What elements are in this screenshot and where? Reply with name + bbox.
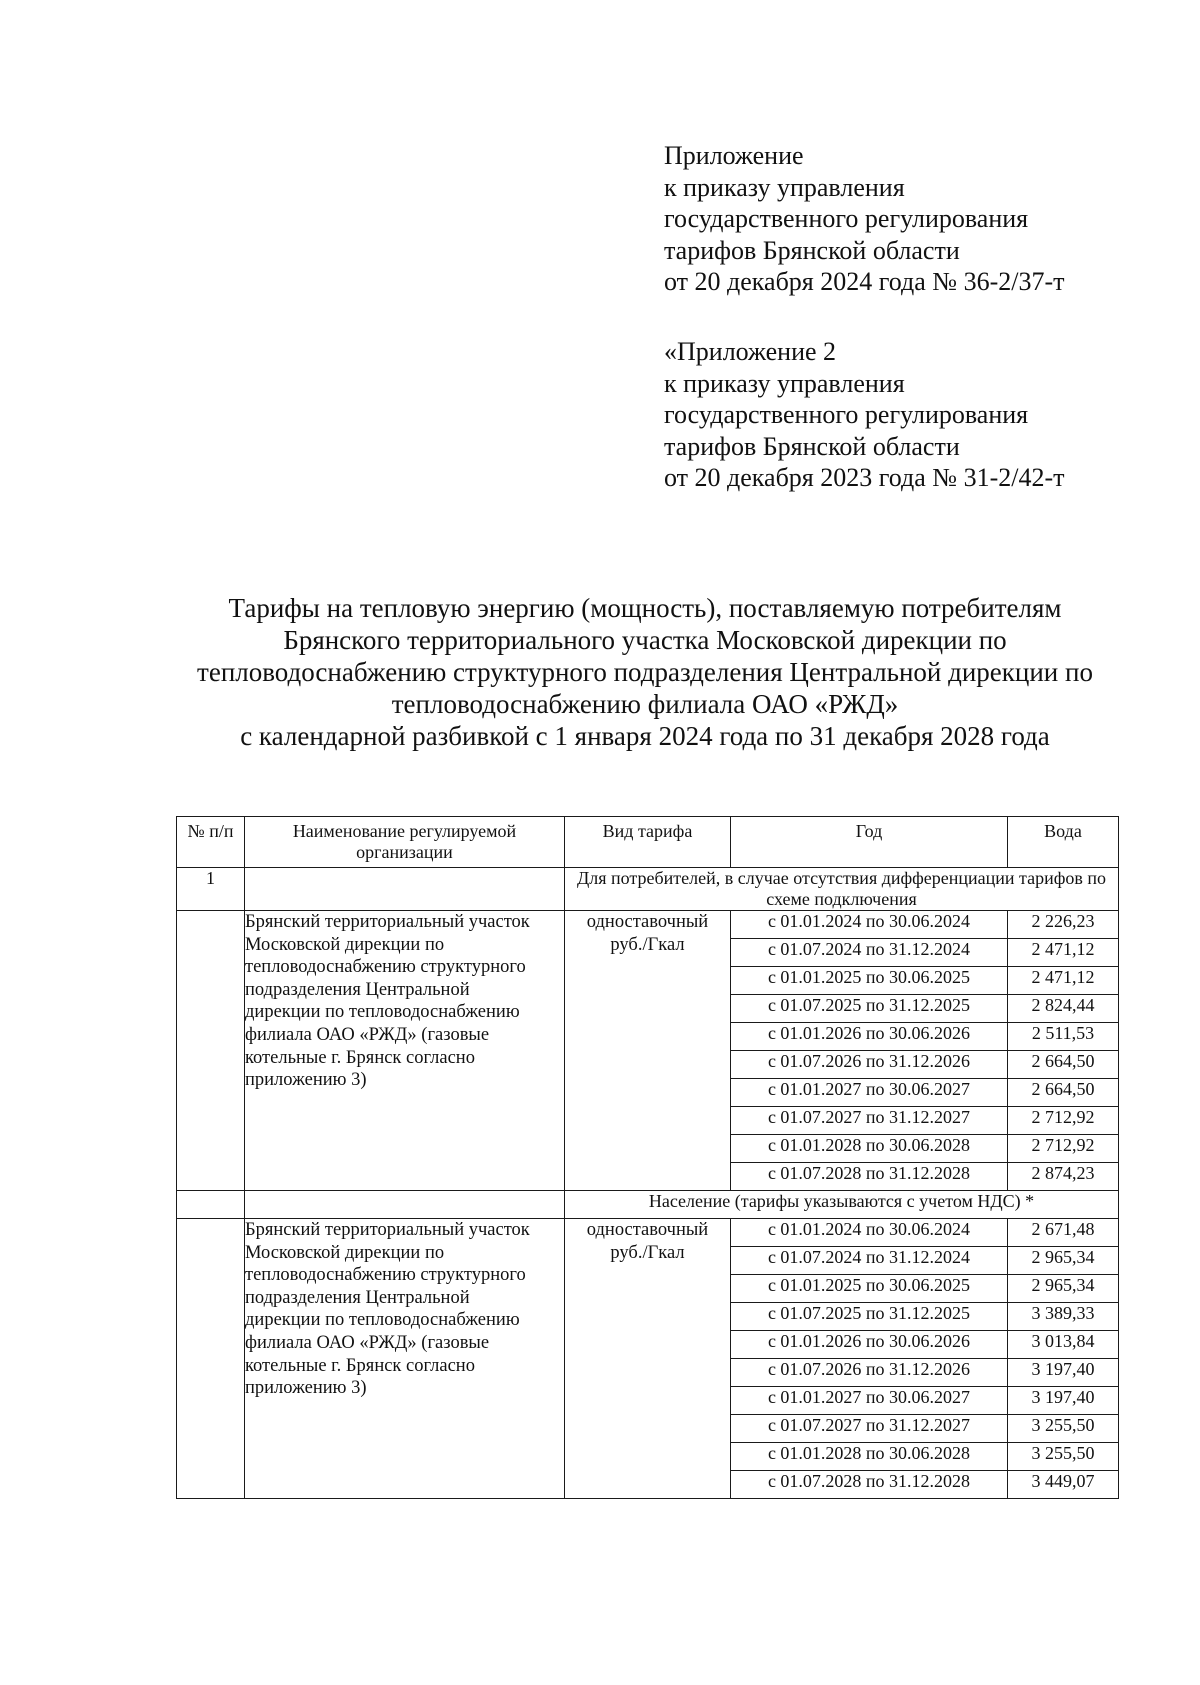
row-number-cell [177,1219,245,1499]
attachment-block-current [664,140,1065,298]
water-tariff-value: 3 449,07 [1008,1471,1119,1499]
section-heading: Население (тарифы указываются с учетом НДС) * [565,1191,1119,1219]
section-empty-cell [245,1191,565,1219]
title-line: тепловодоснабжению филиала ОАО «РЖД» [391,689,899,719]
attachment-line: тарифов Брянской области [664,431,960,461]
organization-line: Брянский территориальный участок [245,1220,530,1240]
attachment-line: государственного регулирования [664,400,1029,429]
organization-line: Московской дирекции по [245,1242,445,1263]
title-line: Тарифы на тепловую энергию (мощность), поставляемую потребителям [228,593,1062,623]
water-tariff-value: 3 255,50 [1008,1443,1119,1471]
period-cell: с 01.07.2024 по 31.12.2024 [731,1247,1008,1275]
organization-line: тепловодоснабжению структурного [245,957,526,978]
section-header-row [177,1191,1119,1219]
attachment-line: к приказу управления [664,368,905,398]
header-number: № п/п [177,817,245,868]
water-tariff-value: 3 197,40 [1008,1359,1119,1387]
water-tariff-value: 2 226,23 [1008,911,1119,939]
organization-line: котельные г. Брянск согласно [245,1047,475,1068]
tariff-type-line: одноставочный [586,912,709,932]
period-cell: с 01.07.2028 по 31.12.2028 [731,1163,1008,1191]
water-tariff-value: 3 255,50 [1008,1415,1119,1443]
water-tariff-value: 2 965,34 [1008,1275,1119,1303]
water-tariff-value: 2 874,23 [1008,1163,1119,1191]
organization-name [245,911,565,1191]
water-tariff-value: 2 511,53 [1008,1023,1119,1051]
organization-line: Брянский территориальный участок [245,912,530,932]
period-cell: с 01.01.2026 по 30.06.2026 [731,1331,1008,1359]
water-tariff-value: 2 824,44 [1008,995,1119,1023]
water-tariff-value: 3 389,33 [1008,1303,1119,1331]
section-number [177,1191,245,1219]
water-tariff-value: 2 664,50 [1008,1051,1119,1079]
period-cell: с 01.01.2028 по 30.06.2028 [731,1443,1008,1471]
title-line: с календарной разбивкой с 1 января 2024 года по 31 декабря 2028 года [240,721,1050,751]
organization-line: филиала ОАО «РЖД» (газовые [245,1332,490,1353]
period-cell: с 01.01.2028 по 30.06.2028 [731,1135,1008,1163]
period-cell: с 01.01.2024 по 30.06.2024 [731,1219,1008,1247]
organization-name [245,1219,565,1499]
table-header-row [177,817,1119,868]
table-row [177,1219,1119,1247]
header-organization: Наименование регулируемой организации [245,817,565,868]
period-cell: с 01.01.2027 по 30.06.2027 [731,1079,1008,1107]
water-tariff-value: 2 471,12 [1008,967,1119,995]
header-year: Год [731,817,1008,868]
organization-line: приложению 3) [245,1378,367,1399]
period-cell: с 01.07.2024 по 31.12.2024 [731,939,1008,967]
period-cell: с 01.07.2026 по 31.12.2026 [731,1051,1008,1079]
period-cell: с 01.01.2026 по 30.06.2026 [731,1023,1008,1051]
tariff-table [176,816,1119,1499]
period-cell: с 01.07.2025 по 31.12.2025 [731,995,1008,1023]
water-tariff-value: 2 671,48 [1008,1219,1119,1247]
tariff-type-line: руб./Гкал [610,1242,685,1263]
tariff-type-line: руб./Гкал [610,934,685,955]
period-cell: с 01.01.2025 по 30.06.2025 [731,967,1008,995]
attachment-line: от 20 декабря 2023 года № 31-2/42-т [664,463,1065,492]
attachment-line: «Приложение 2 [664,337,837,366]
period-cell: с 01.07.2027 по 31.12.2027 [731,1107,1008,1135]
organization-line: дирекции по тепловодоснабжению [245,1002,520,1023]
water-tariff-value: 3 197,40 [1008,1387,1119,1415]
organization-line: Московской дирекции по [245,934,445,955]
organization-line: тепловодоснабжению структурного [245,1265,526,1286]
section-number: 1 [177,868,245,911]
organization-line: котельные г. Брянск согласно [245,1355,475,1376]
section-heading: Для потребителей, в случае отсутствия дифференциации тарифов по схеме подключения [565,868,1119,911]
attachment-line: от 20 декабря 2024 года № 36-2/37-т [664,267,1065,296]
table-body [177,868,1119,1499]
period-cell: с 01.07.2026 по 31.12.2026 [731,1359,1008,1387]
document-title [150,592,1140,752]
attachment-line: Приложение [664,141,804,170]
header-tariff-type: Вид тарифа [565,817,731,868]
section-header-row [177,868,1119,911]
period-cell: с 01.01.2024 по 30.06.2024 [731,911,1008,939]
tariff-type-line: одноставочный [586,1220,709,1240]
period-cell: с 01.07.2028 по 31.12.2028 [731,1471,1008,1499]
attachment-block-previous [664,336,1065,494]
water-tariff-value: 2 471,12 [1008,939,1119,967]
period-cell: с 01.07.2025 по 31.12.2025 [731,1303,1008,1331]
attachment-line: тарифов Брянской области [664,235,960,265]
title-line: тепловодоснабжению структурного подразделения Центральной дирекции по [197,657,1093,687]
organization-line: приложению 3) [245,1070,367,1091]
period-cell: с 01.01.2025 по 30.06.2025 [731,1275,1008,1303]
water-tariff-value: 3 013,84 [1008,1331,1119,1359]
attachment-line: государственного регулирования [664,204,1029,233]
attachment-line: к приказу управления [664,172,905,202]
organization-line: дирекции по тепловодоснабжению [245,1310,520,1331]
title-line: Брянского территориального участка Московской дирекции по [283,625,1007,655]
water-tariff-value: 2 712,92 [1008,1107,1119,1135]
period-cell: с 01.07.2027 по 31.12.2027 [731,1415,1008,1443]
water-tariff-value: 2 664,50 [1008,1079,1119,1107]
period-cell: с 01.01.2027 по 30.06.2027 [731,1387,1008,1415]
tariff-type [565,1219,731,1499]
section-empty-cell [245,868,565,911]
organization-line: подразделения Центральной [245,1287,470,1308]
header-water: Вода [1008,817,1119,868]
organization-line: подразделения Центральной [245,979,470,1000]
tariff-type [565,911,731,1191]
row-number-cell [177,911,245,1191]
water-tariff-value: 2 712,92 [1008,1135,1119,1163]
organization-line: филиала ОАО «РЖД» (газовые [245,1024,490,1045]
table-row [177,911,1119,939]
water-tariff-value: 2 965,34 [1008,1247,1119,1275]
